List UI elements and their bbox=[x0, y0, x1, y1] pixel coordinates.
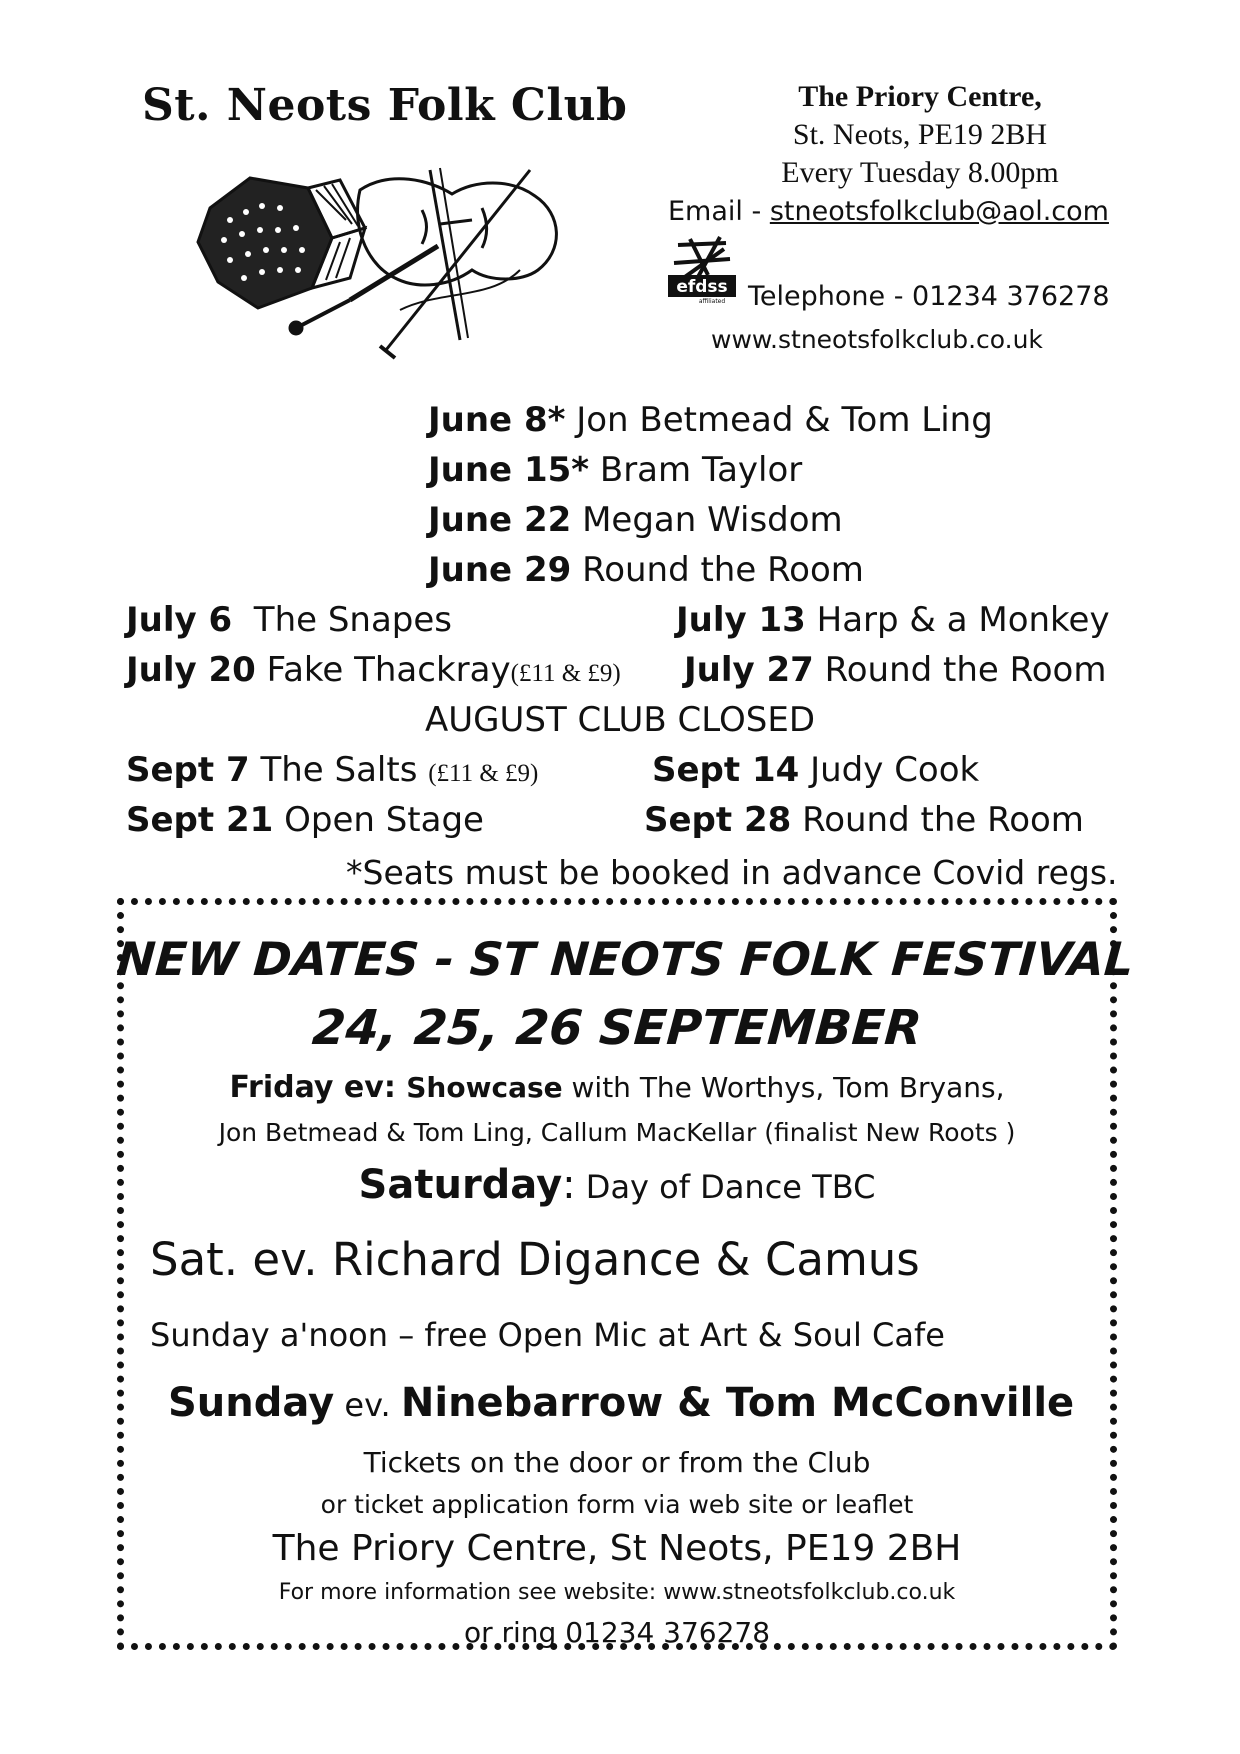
festival-venue: The Priory Centre, St Neots, PE19 2BH bbox=[272, 1528, 962, 1569]
sunday-ev: ev. bbox=[334, 1386, 401, 1424]
schedule-july-6 bbox=[126, 600, 452, 640]
schedule-june-22 bbox=[428, 500, 843, 540]
event-price: (£11 & £9) bbox=[510, 660, 621, 687]
fiddle-icon bbox=[290, 168, 556, 358]
more-info: For more information see website: www.stneotsfolkclub.co.uk bbox=[278, 1580, 956, 1605]
saturday-label: Saturday bbox=[358, 1162, 563, 1208]
covid-note: *Seats must be booked in advance Covid regs. bbox=[346, 853, 1118, 892]
schedule-sept-28 bbox=[644, 800, 1084, 840]
concertina-fiddle-illustration bbox=[190, 150, 590, 362]
event-date: Sept 21 bbox=[126, 800, 274, 840]
email-line bbox=[668, 196, 1109, 227]
concertina-icon bbox=[198, 178, 365, 308]
saturday-line bbox=[117, 1162, 1117, 1208]
event-act: Round the Room bbox=[582, 550, 864, 590]
tickets-line-1: Tickets on the door or from the Club bbox=[363, 1446, 871, 1479]
efdss-logo-text: efdss bbox=[676, 277, 728, 297]
friday-showcase: Showcase bbox=[406, 1071, 563, 1104]
event-act: Fake Thackray bbox=[266, 650, 511, 690]
ring-line: or ring 01234 376278 bbox=[463, 1616, 771, 1649]
festival-dates: 24, 25, 26 SEPTEMBER bbox=[310, 1000, 924, 1056]
event-act: Jon Betmead & Tom Ling bbox=[576, 400, 993, 440]
event-date: July 6 bbox=[126, 600, 233, 640]
schedule-june-8 bbox=[428, 400, 993, 440]
event-act: Harp & a Monkey bbox=[816, 600, 1110, 640]
event-date: July 20 bbox=[126, 650, 256, 690]
event-act: Bram Taylor bbox=[599, 450, 803, 490]
sunday-label: Sunday bbox=[168, 1380, 335, 1426]
venue-name: The Priory Centre, bbox=[798, 80, 1042, 113]
saturday-details: Day of Dance TBC bbox=[575, 1168, 876, 1206]
venue-address: St. Neots, PE19 2BH bbox=[792, 118, 1048, 151]
event-date: June 15* bbox=[428, 450, 590, 490]
festival-headline: NEW DATES - ST NEOTS FOLK FESTIVAL bbox=[115, 932, 1136, 986]
event-date: Sept 14 bbox=[652, 750, 800, 790]
friday-acts: with The Worthys, Tom Bryans, bbox=[562, 1071, 1005, 1104]
event-date: Sept 28 bbox=[644, 800, 792, 840]
email-label: Email - bbox=[668, 196, 770, 227]
event-act: Megan Wisdom bbox=[582, 500, 843, 540]
saturday-evening: Sat. ev. Richard Digance & Camus bbox=[150, 1233, 920, 1286]
schedule-sept-21 bbox=[126, 800, 484, 840]
event-price: (£11 & £9) bbox=[428, 760, 539, 787]
friday-line-2: Jon Betmead & Tom Ling, Callum MacKellar (finalist New Roots ) bbox=[218, 1118, 1016, 1147]
event-date: July 27 bbox=[684, 650, 814, 690]
schedule-sept-14 bbox=[652, 750, 979, 790]
friday-line-1 bbox=[117, 1070, 1117, 1105]
schedule-july-20 bbox=[126, 650, 621, 690]
event-date: June 8* bbox=[428, 400, 566, 440]
schedule-july-27 bbox=[684, 650, 1106, 690]
event-date: June 29 bbox=[428, 550, 572, 590]
schedule-june-29 bbox=[428, 550, 864, 590]
club-title: St. Neots Folk Club bbox=[142, 80, 628, 131]
meeting-time: Every Tuesday 8.00pm bbox=[781, 156, 1059, 189]
schedule-sept-7 bbox=[126, 750, 538, 790]
telephone: Telephone - 01234 376278 bbox=[748, 281, 1110, 312]
event-act: The Snapes bbox=[253, 600, 453, 640]
schedule-june-15 bbox=[428, 450, 802, 490]
event-act: Round the Room bbox=[802, 800, 1084, 840]
tickets-line-2: or ticket application form via web site or leaflet bbox=[320, 1490, 914, 1519]
event-act: Judy Cook bbox=[810, 750, 980, 790]
event-date: June 22 bbox=[428, 500, 572, 540]
efdss-logo bbox=[668, 235, 736, 305]
saturday-colon: : bbox=[562, 1162, 576, 1208]
event-act: Open Stage bbox=[284, 800, 484, 840]
event-act: Round the Room bbox=[824, 650, 1107, 690]
sunday-acts: Ninebarrow & Tom McConville bbox=[400, 1380, 1075, 1426]
event-date: Sept 7 bbox=[126, 750, 250, 790]
email-link[interactable]: stneotsfolkclub@aol.com bbox=[769, 196, 1109, 227]
website[interactable]: www.stneotsfolkclub.co.uk bbox=[711, 325, 1043, 354]
event-date: July 13 bbox=[676, 600, 806, 640]
schedule-july-13 bbox=[676, 600, 1110, 640]
efdss-logo-sub: affiliated bbox=[698, 298, 726, 305]
friday-label: Friday ev: bbox=[229, 1070, 407, 1105]
sunday-evening bbox=[168, 1380, 1074, 1426]
sunday-afternoon: Sunday a'noon – free Open Mic at Art & Soul Cafe bbox=[150, 1316, 945, 1354]
august-closed-notice: AUGUST CLUB CLOSED bbox=[424, 700, 816, 740]
event-act: The Salts bbox=[260, 750, 418, 790]
